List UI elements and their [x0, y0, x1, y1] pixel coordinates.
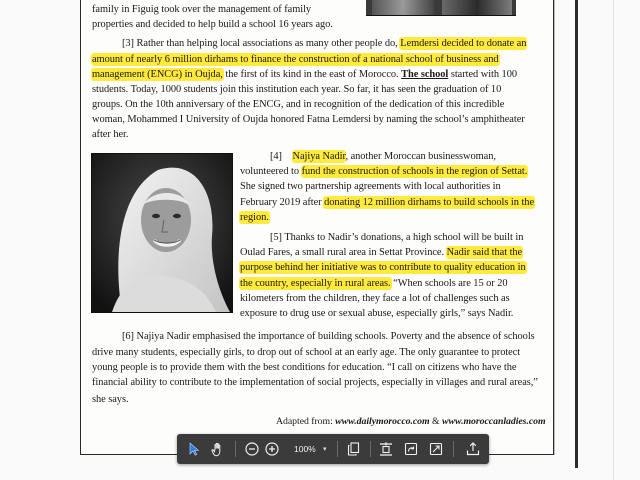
fit-page-icon	[379, 442, 393, 457]
portrait-photo	[91, 153, 233, 313]
highlight: amount of nearly 6 million dirhams to finance the construction of a national school of business and	[92, 54, 499, 65]
cursor-arrow-icon	[188, 442, 200, 456]
text: Thanks to Nadir’s donations, a high school will be built in	[284, 232, 524, 243]
share-button[interactable]	[463, 434, 483, 464]
text: the first of its kind in the east of Morocco.	[225, 69, 399, 80]
highlight: fund the construction of schools in the region of Settat.	[301, 166, 528, 177]
select-tool-button[interactable]	[183, 434, 205, 464]
zoom-level-value: 100%	[294, 444, 316, 454]
paragraph-4-line-1	[270, 149, 496, 164]
source-citation	[276, 414, 546, 429]
text: “When schools are 15 or 20	[393, 278, 508, 289]
pdf-toolbar	[177, 434, 489, 464]
paragraph-3-line-1	[122, 36, 526, 51]
zoom-out-button[interactable]	[243, 434, 261, 464]
top-photo	[366, 0, 516, 16]
source-amp: &	[432, 416, 440, 427]
hand-tool-button[interactable]	[207, 434, 229, 464]
minus-circle-icon	[245, 442, 259, 456]
text-line: financial ability to contribute to the implementation of social projects, especially in villages and rural areas,”	[92, 377, 538, 388]
zoom-in-button[interactable]	[263, 434, 281, 464]
underlined-text: The school	[401, 69, 449, 80]
paragraph-5-line-4	[240, 276, 508, 291]
paragraph-3-line-2	[92, 52, 499, 67]
highlight: purpose behind her initiative was to contribute to quality education in	[240, 262, 526, 273]
text-line: young people is to provide them with the best conditions for education. “I call on citizens who have the	[92, 362, 517, 373]
text: volunteered to	[240, 166, 300, 177]
text-line: exposure to drug use or sexual abuse, especially girls,” says Nadir.	[240, 308, 514, 319]
paragraph-3-line-3	[92, 67, 517, 82]
paragraph-6-line-1	[122, 329, 535, 344]
paragraph-number: [4]	[270, 151, 282, 162]
text: Oulad Fares, a small rural area in Settat Province.	[240, 247, 445, 258]
source-link[interactable]: www.moroccanladies.com	[441, 416, 546, 427]
text: Rather than helping local associations as many other people do,	[136, 38, 398, 49]
toolbar-divider	[370, 441, 371, 457]
share-icon	[466, 442, 480, 456]
text-line: properties and decided to help build a school 16 years ago.	[92, 19, 333, 30]
text-line: family in Figuig took over the management of family	[92, 4, 312, 15]
text-line: woman, Mohammed I University of Oujda honored Fatna Lemdersi by naming the school’s amphitheater	[92, 114, 525, 125]
text-line: after her.	[92, 129, 129, 140]
source-link[interactable]: www.dailymorocco.com	[335, 416, 430, 427]
highlight: donating 12 million dirhams to build schools in the	[324, 197, 535, 208]
paragraph-5-line-3	[240, 260, 526, 275]
rotate-icon	[404, 442, 418, 456]
zoom-level-select[interactable]	[286, 434, 326, 464]
paragraph-number: [5]	[270, 232, 282, 243]
text-line: she says.	[92, 394, 129, 405]
paragraph-number: [6]	[122, 331, 134, 342]
source-prefix: Adapted from:	[276, 416, 333, 427]
chevron-down-icon[interactable]: ▾	[323, 445, 327, 453]
text: started with 100	[450, 69, 517, 80]
expand-icon	[429, 442, 443, 456]
page-edge-shadow	[575, 0, 578, 468]
toolbar-divider	[453, 441, 454, 457]
text-line: She signed two partnership agreements with local authorities in	[240, 181, 501, 192]
toolbar-divider	[235, 441, 236, 457]
text-line: students. Today, 1000 students join this institution each year. So far, it has seen the graduation of 10	[92, 84, 502, 95]
text: February 2019 after	[240, 197, 322, 208]
plus-circle-icon	[265, 442, 279, 456]
hand-icon	[211, 442, 225, 457]
fit-page-button[interactable]	[376, 434, 396, 464]
pdf-page	[80, 0, 554, 455]
text-line: kilometers from the children, they face a lot of challenges such as	[240, 293, 510, 304]
paragraph-5-line-2	[240, 245, 522, 260]
highlight: Najiya Nadir	[292, 151, 346, 162]
highlight: the country, especially in rural areas.	[240, 278, 391, 289]
scroll-track[interactable]	[613, 0, 614, 480]
paragraph-4-line-4	[240, 195, 534, 210]
text: , another Moroccan businesswoman,	[345, 151, 496, 162]
paragraph-4-line-2	[240, 164, 527, 179]
highlight: region.	[240, 212, 269, 223]
copy-pages-button[interactable]	[343, 434, 363, 464]
paragraph-5-line-1	[270, 230, 523, 245]
rotate-button[interactable]	[401, 434, 421, 464]
highlight: Lemdersi decided to donate an	[400, 38, 527, 49]
toolbar-divider	[337, 441, 338, 457]
highlight: Nadir said that the	[446, 247, 523, 258]
paragraph-number: [3]	[122, 38, 134, 49]
full-screen-button[interactable]	[426, 434, 446, 464]
portrait-image	[92, 154, 232, 312]
paragraph-4-line-5	[240, 210, 269, 225]
text-line: drive many students, especially girls, to drop out of school at an early age. The only guarantee to protect	[92, 347, 521, 358]
copy-icon	[347, 442, 360, 456]
highlight: management (ENCG) in Oujda,	[92, 69, 223, 80]
text: Najiya Nadir emphasised the importance of building schools. Poverty and the absence of schools	[136, 331, 535, 342]
text-line: groups. On the 10th anniversary of the ENCG, and in recognition of the dedication of this incredible	[92, 99, 505, 110]
